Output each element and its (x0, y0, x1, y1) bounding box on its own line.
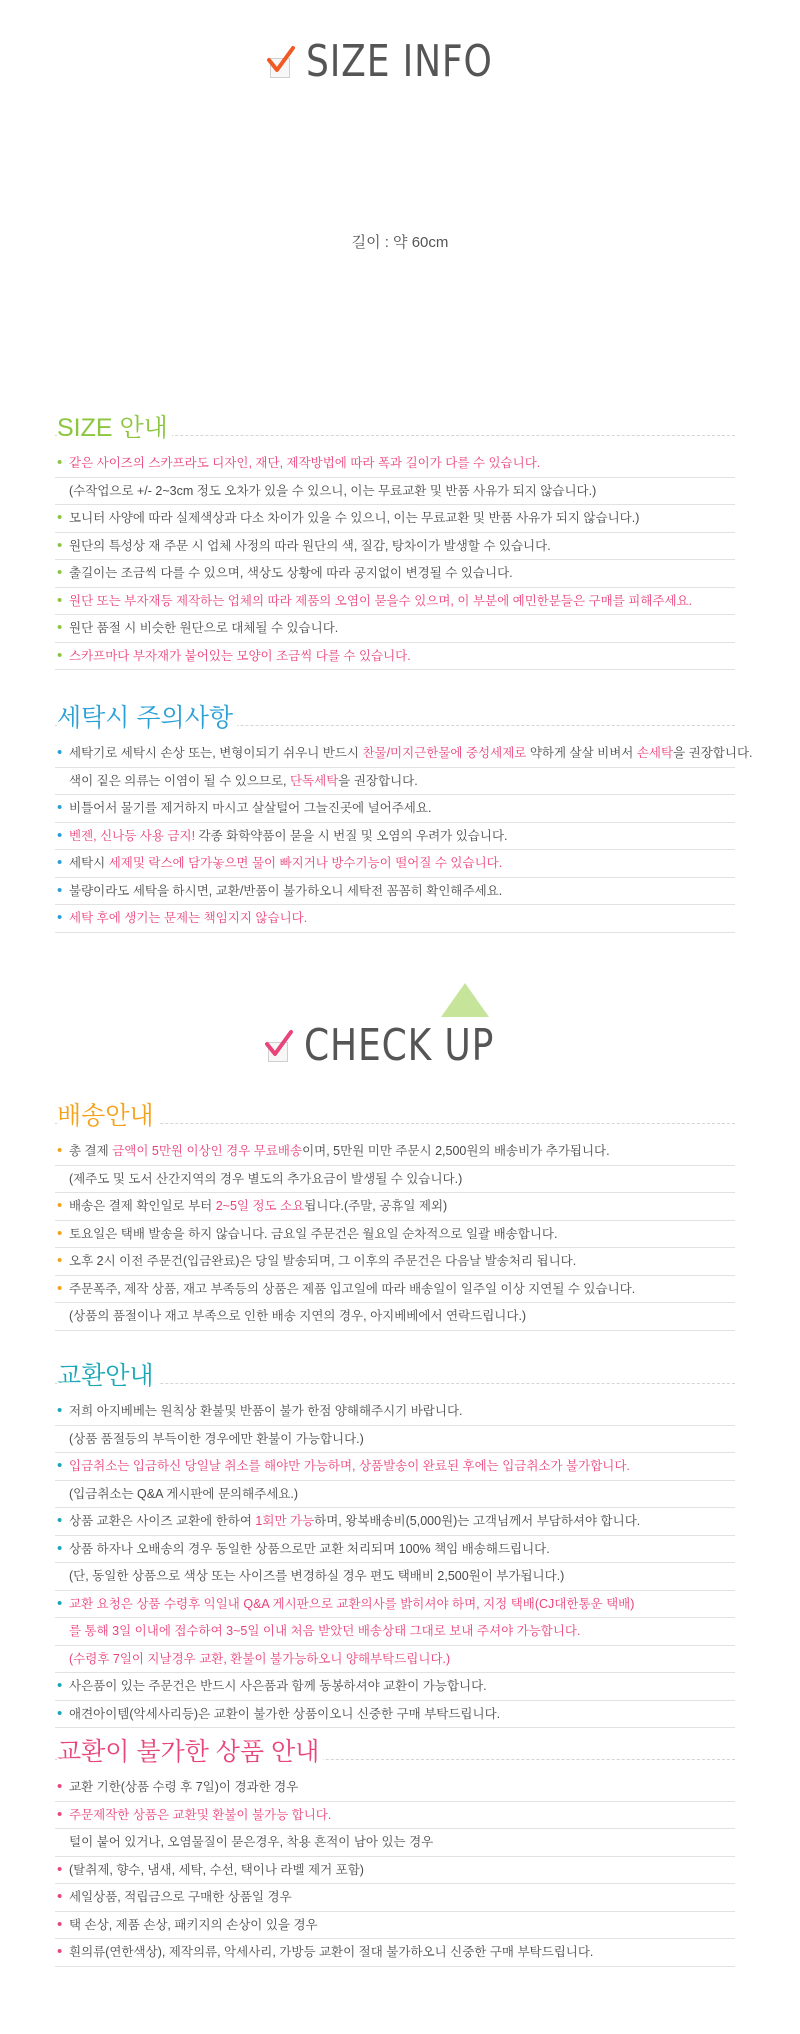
size-guide-list (55, 450, 735, 670)
highlighted-text: 스카프마다 부자재가 붙어있는 모양이 조금씩 다를 수 있습니다. (69, 648, 411, 663)
item-text: 을 권장합니다. (338, 773, 418, 788)
size-info-heading (0, 36, 800, 87)
wash-care-title: 세탁시 주의사항 (57, 698, 237, 734)
item-text: 택 손상, 제품 손상, 패키지의 손상이 있을 경우 (69, 1917, 318, 1932)
bullet-dot-icon: • (57, 881, 63, 899)
list-item (55, 1939, 735, 1967)
bullet-dot-icon: • (57, 909, 63, 926)
item-text: 됩니다.(주말, 공휴일 제외) (304, 1199, 448, 1213)
item-text: 주문폭주, 제작 상품, 재고 부족등의 상품은 제품 입고일에 따라 배송일이 일주일 이상 지연될 수 있습니다. (69, 1281, 636, 1296)
bullet-dot-icon: • (57, 1888, 63, 1905)
list-item (55, 1248, 735, 1276)
bullet-dot-icon: • (57, 1512, 63, 1529)
item-text: (상품의 품절이나 재고 부족으로 인한 배송 지연의 경우, 아지베베에서 연락드립니다.) (69, 1309, 527, 1323)
list-item (55, 1453, 735, 1481)
bullet-dot-icon: • (57, 1279, 63, 1297)
list-item (55, 1563, 735, 1591)
bullet-dot-icon: • (57, 1197, 63, 1214)
size-info-title: SIZE INFO (306, 36, 493, 87)
list-item (55, 560, 735, 588)
list-item (55, 1221, 735, 1249)
item-text: 불량이라도 세탁을 하시면, 교환/반품이 불가하오니 세탁전 꼼꼼히 확인해주세요. (69, 883, 503, 898)
list-item (55, 450, 735, 478)
highlighted-text: 2~5일 정도 소요 (215, 1199, 305, 1213)
list-item (55, 588, 735, 616)
bullet-dot-icon: • (57, 509, 63, 526)
list-item (55, 1303, 735, 1331)
item-text: 세탁기로 세탁시 손상 또는, 변형이되기 쉬우니 반드시 (69, 746, 363, 760)
list-item (55, 1193, 735, 1221)
bullet-dot-icon: • (57, 799, 63, 816)
size-guide-section (55, 410, 735, 670)
list-item (55, 478, 735, 506)
highlighted-text: 찬물/미지근한물에 중성세제로 (362, 746, 527, 760)
bullet-dot-icon: • (57, 1457, 63, 1474)
list-item (55, 1508, 735, 1536)
item-text: 하며, 왕복배송비(5,000원)는 고객님께서 부담하셔야 합니다. (314, 1514, 641, 1528)
highlighted-text: 금액이 5만원 이상인 경우 무료배송 (112, 1144, 303, 1158)
highlighted-text: 단독세탁 (289, 773, 339, 788)
list-item (55, 1774, 735, 1802)
list-item (55, 533, 735, 561)
item-text: 비틀어서 물기를 제거하지 마시고 살살털어 그늘진곳에 널어주세요. (69, 801, 432, 815)
bullet-dot-icon: • (57, 1224, 63, 1242)
checkbox-check-icon (266, 44, 296, 80)
bullet-dot-icon: • (57, 854, 63, 871)
checkbox-check-icon (264, 1028, 294, 1064)
highlighted-text: 를 통해 3일 이내에 접수하여 3~5일 이내 처음 받았던 배송상태 그대로 보내 주셔야 가능합니다. (69, 1624, 581, 1638)
list-item (55, 1701, 735, 1729)
size-guide-title: SIZE 안내 (57, 408, 172, 444)
shipping-list (55, 1138, 735, 1331)
item-text: 총 결제 (69, 1144, 113, 1158)
item-text: 출길이는 조금씩 다를 수 있으며, 색상도 상황에 따라 공지없이 변경될 수 있습니다. (69, 566, 513, 580)
check-up-title: CHECK UP (304, 1020, 495, 1071)
shipping-section (55, 1098, 735, 1331)
list-item (55, 1591, 735, 1619)
item-text: (단, 동일한 상품으로 색상 또는 사이즈를 변경하실 경우 편도 택배비 2,500원이 부가됩니다.) (69, 1569, 565, 1583)
bullet-dot-icon: • (57, 1677, 63, 1694)
list-item (55, 1857, 735, 1885)
bullet-dot-icon: • (57, 1252, 63, 1269)
list-item (55, 1673, 735, 1701)
item-text: 오후 2시 이전 주문건(입금완료)은 당일 발송되며, 그 이후의 주문건은 다음날 발송처리 됩니다. (69, 1254, 577, 1268)
shipping-title: 배송안내 (57, 1096, 158, 1132)
item-text: 세일상품, 적립금으로 구매한 상품일 경우 (69, 1890, 292, 1904)
item-text: 흰의류(연한색상), 제작의류, 악세사리, 가방등 교환이 절대 불가하오니 신중한 구매 부탁드립니다. (69, 1945, 594, 1959)
exchange-list (55, 1398, 735, 1728)
triangle-decoration-icon (441, 983, 489, 1017)
list-item (55, 905, 735, 933)
list-item (55, 878, 735, 906)
item-text: 배송은 결제 확인일로 부터 (69, 1199, 216, 1213)
highlighted-text: 세제및 락스에 담가놓으면 물이 빠지거나 방수기능이 떨어질 수 있습니다. (108, 856, 503, 870)
bullet-dot-icon: • (57, 619, 63, 636)
list-item (55, 1536, 735, 1564)
item-text: 토요일은 택배 발송을 하지 않습니다. 금요일 주문건은 월요일 순차적으로 일괄 배송합니다. (69, 1226, 558, 1241)
highlighted-text: 손세탁 (636, 746, 674, 760)
item-text: 을 권장합니다. (673, 746, 753, 760)
item-text: (제주도 및 도서 산간지역의 경우 별도의 추가요금이 발생될 수 있습니다.) (69, 1171, 463, 1186)
bullet-dot-icon: • (57, 1778, 63, 1795)
list-item (55, 1481, 735, 1509)
item-text: 상품 하자나 오배송의 경우 동일한 상품으로만 교환 처리되며 100% 책임 배송해드립니다. (69, 1541, 550, 1556)
bullet-dot-icon: • (57, 564, 63, 581)
item-text: 각종 화학약품이 묻을 시 번질 및 오염의 우려가 있습니다. (195, 828, 508, 843)
bullet-dot-icon: • (57, 1805, 63, 1823)
highlighted-text: 벤젠, 신나등 사용 금지! (69, 828, 196, 843)
item-text: 사은품이 있는 주문건은 반드시 사은품과 함께 동봉하셔야 교환이 가능합니다. (69, 1679, 487, 1693)
bullet-dot-icon: • (57, 826, 63, 844)
list-item (55, 850, 735, 878)
item-text: 원단 품절 시 비슷한 원단으로 대체될 수 있습니다. (69, 621, 339, 635)
list-item (55, 1276, 735, 1304)
length-spec: 길이 : 약 60cm (351, 234, 449, 251)
non-exchangeable-list (55, 1774, 735, 1967)
list-item (55, 615, 735, 643)
exchange-section (55, 1358, 735, 1728)
item-text: 상품 교환은 사이즈 교환에 한하여 (69, 1514, 256, 1528)
bullet-dot-icon: • (57, 1915, 63, 1933)
item-text: 털이 붙어 있거나, 오염물질이 묻은경우, 착용 흔적이 남아 있는 경우 (69, 1835, 434, 1849)
highlighted-text: 교환 요청은 상품 수령후 익일내 Q&A 게시판으로 교환의사를 밝히셔야 하며, 지정 택배(CJ대한통운 택배) (69, 1596, 635, 1611)
bullet-dot-icon: • (57, 536, 63, 554)
item-text: 저희 아지베베는 원칙상 환불및 반품이 불가 한점 양해해주시기 바랍니다. (69, 1404, 463, 1418)
item-text: (상품 품절등의 부득이한 경우에만 환불이 가능합니다.) (69, 1431, 364, 1446)
item-text: 원단의 특성상 재 주문 시 업체 사정의 따라 원단의 색, 질감, 탕차이가 발생할 수 있습니다. (69, 538, 551, 553)
bullet-dot-icon: • (57, 454, 63, 471)
non-exchangeable-title: 교환이 불가한 상품 안내 (57, 1732, 323, 1768)
wash-care-section (55, 700, 753, 933)
bullet-dot-icon: • (57, 591, 63, 609)
list-item (55, 1829, 735, 1857)
check-up-heading (0, 1020, 800, 1071)
list-item (55, 505, 735, 533)
highlighted-text: 원단 또는 부자재등 제작하는 업체의 따라 제품의 오염이 묻을수 있으며, 이 부분에 예민한분들은 구매를 피해주세요. (69, 593, 693, 608)
list-item (55, 823, 735, 851)
highlighted-text: 세탁 후에 생기는 문제는 책임지지 않습니다. (69, 911, 308, 925)
item-text: 색이 짙은 의류는 이염이 될 수 있으므로, (69, 773, 290, 788)
item-text: 세탁시 (69, 856, 109, 870)
item-text: 이며, 5만원 미만 주문시 2,500원의 배송비가 추가됩니다. (302, 1144, 610, 1158)
item-text: 약하게 살살 비벼서 (526, 746, 637, 760)
exchange-title: 교환안내 (57, 1356, 158, 1392)
bullet-dot-icon: • (57, 646, 63, 664)
wash-care-list (55, 740, 753, 933)
bullet-dot-icon: • (57, 1704, 63, 1722)
list-item (55, 1138, 735, 1166)
list-item (55, 1912, 735, 1940)
list-item (55, 1426, 735, 1454)
list-item (55, 1884, 735, 1912)
list-item (55, 795, 735, 823)
bullet-dot-icon: • (57, 1402, 63, 1419)
non-exchangeable-section (55, 1734, 735, 1967)
list-item (55, 740, 753, 768)
list-item (55, 1166, 735, 1194)
highlighted-text: 1회만 가능 (255, 1514, 315, 1528)
bullet-dot-icon: • (57, 1943, 63, 1960)
item-text: (탈취제, 향수, 냄새, 세탁, 수선, 택이나 라벨 제거 포함) (69, 1862, 364, 1877)
bullet-dot-icon: • (57, 1860, 63, 1878)
list-item (55, 768, 735, 796)
list-item (55, 1618, 735, 1646)
item-text: (입금취소는 Q&A 게시판에 문의해주세요.) (69, 1486, 299, 1501)
highlighted-text: 입금취소는 입금하신 당일날 취소를 해야만 가능하며, 상품발송이 완료된 후에는 입금취소가 불가합니다. (69, 1459, 630, 1473)
list-item (55, 1646, 735, 1674)
bullet-dot-icon: • (57, 1594, 63, 1612)
item-text: 애견아이템(악세사리등)은 교환이 불가한 상품이오니 신중한 구매 부탁드립니다. (69, 1706, 501, 1721)
bullet-dot-icon: • (57, 744, 63, 761)
highlighted-text: 같은 사이즈의 스카프라도 디자인, 재단, 제작방법에 따라 폭과 길이가 다를 수 있습니다. (69, 456, 541, 470)
item-text: 모니터 사양에 따라 실제색상과 다소 차이가 있을 수 있으니, 이는 무료교환 및 반품 사유가 되지 않습니다.) (69, 511, 640, 525)
highlighted-text: (수령후 7일이 지날경우 교환, 환불이 불가능하오니 양해부탁드립니다.) (69, 1651, 451, 1666)
list-item (55, 1398, 735, 1426)
item-text: (수작업으로 +/- 2~3cm 정도 오차가 있을 수 있으니, 이는 무료교환 및 반품 사유가 되지 않습니다.) (69, 483, 597, 498)
highlighted-text: 주문제작한 상품은 교환및 환불이 불가능 합니다. (69, 1807, 332, 1822)
bullet-dot-icon: • (57, 1142, 63, 1159)
bullet-dot-icon: • (57, 1539, 63, 1557)
list-item (55, 1802, 735, 1830)
item-text: 교환 기한(상품 수령 후 7일)이 경과한 경우 (69, 1780, 299, 1794)
list-item (55, 643, 735, 671)
